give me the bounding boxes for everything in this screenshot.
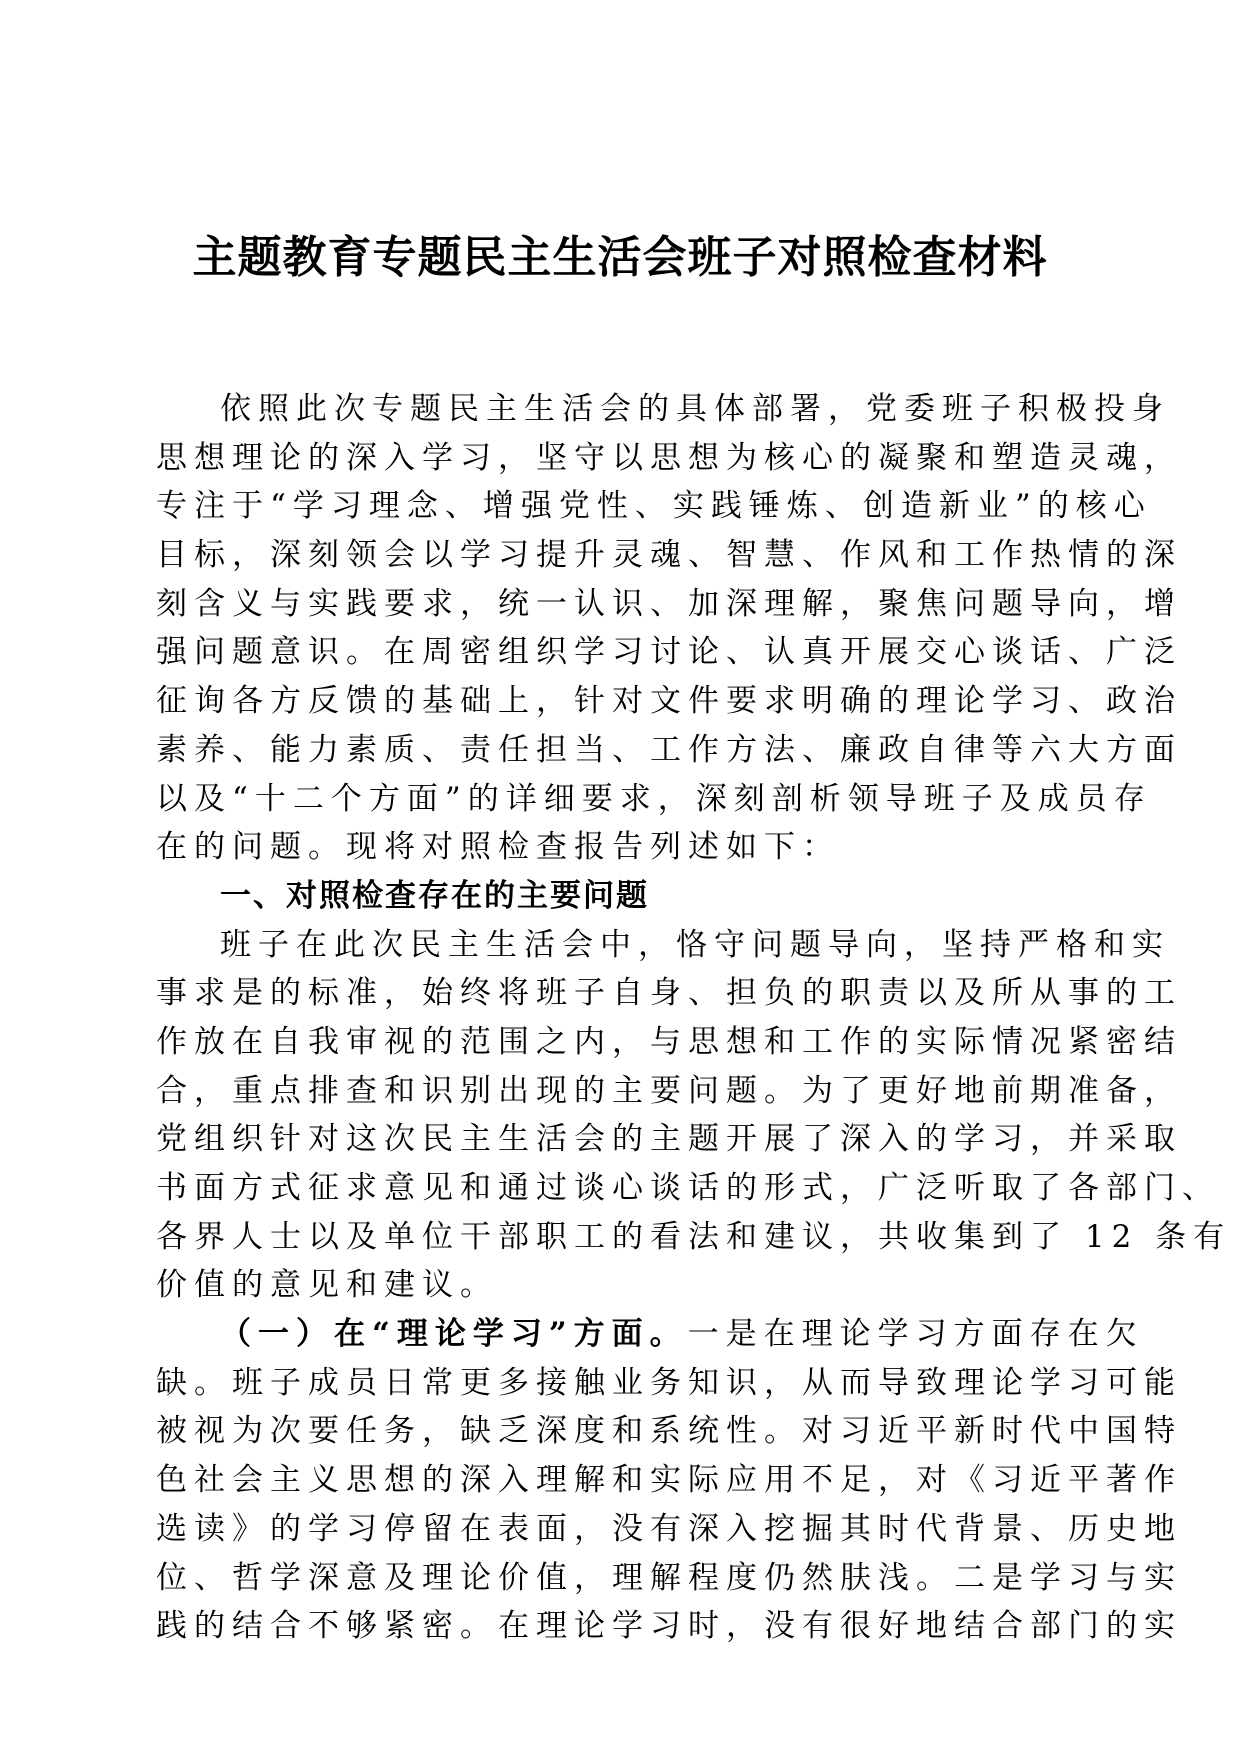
paragraph-line: 事求是的标准，始终将班子自身、担负的职责以及所从事的工 [156,975,1182,1012]
paragraph-line: 目标，深刻领会以学习提升灵魂、智慧、作风和工作热情的深 [156,537,1182,574]
paragraph-line: 素养、能力素质、责任担当、工作方法、廉政自律等六大方面 [156,731,1182,768]
paragraph-line: 依照此次专题民主生活会的具体部署，党委班子积极投身 [220,391,1170,427]
paragraph-line: 践的结合不够紧密。在理论学习时，没有很好地结合部门的实 [156,1608,1182,1645]
paragraph-line: 位、哲学深意及理论价值，理解程度仍然肤浅。二是学习与实 [156,1559,1182,1596]
paragraph-line: 色社会主义思想的深入理解和实际应用不足，对《习近平著作 [156,1462,1182,1499]
paragraph-line: 作放在自我审视的范围之内，与思想和工作的实际情况紧密结 [156,1023,1182,1060]
paragraph-line: 党组织针对这次民主生活会的主题开展了深入的学习，并采取 [156,1121,1182,1158]
paragraph-line: 班子在此次民主生活会中，恪守问题导向，坚持严格和实 [220,926,1170,963]
subsection-first-line [156,1310,1144,1359]
paragraph-line: 合，重点排查和识别出现的主要问题。为了更好地前期准备， [156,1072,1182,1109]
paragraph-line: 在的问题。现将对照检查报告列述如下： [156,829,840,866]
paragraph-line: 书面方式征求意见和通过谈心谈话的形式，广泛听取了各部门、 [156,1170,1220,1206]
document-body [156,385,1232,1651]
paragraph-line: 选读》的学习停留在表面，没有深入挖掘其时代背景、历史地 [156,1510,1182,1547]
paragraph-line: 缺。班子成员日常更多接触业务知识，从而导致理论学习可能 [156,1364,1182,1401]
paragraph-line: 价值的意见和建议。 [156,1267,498,1304]
paragraph-line: 刻含义与实践要求，统一认识、加深理解，聚焦问题导向，增 [156,585,1182,622]
document-title: 主题教育专题民主生活会班子对照检查材料 [192,232,1048,283]
paragraph-line: 被视为次要任务，缺乏深度和系统性。对习近平新时代中国特 [156,1413,1182,1450]
subsection-heading: （一）在“理论学习”方面。 [220,1316,688,1353]
paragraph-line: 各界人士以及单位干部职工的看法和建议，共收集到了 12 条有 [156,1218,1232,1255]
subsection-text: 一是在理论学习方面存在欠 [687,1316,1144,1353]
paragraph-line: 以及“十二个方面”的详细要求，深刻剖析领导班子及成员存 [156,780,1152,817]
section-heading: 一、对照检查存在的主要问题 [220,877,649,914]
paragraph-line: 思想理论的深入学习，坚守以思想为核心的凝聚和塑造灵魂， [156,439,1182,476]
paragraph-line: 强问题意识。在周密组织学习讨论、认真开展交心谈话、广泛 [156,634,1182,671]
paragraph-line: 征询各方反馈的基础上，针对文件要求明确的理论学习、政治 [156,683,1182,720]
paragraph-line: 专注于“学习理念、增强党性、实践锤炼、创造新业”的核心 [156,488,1152,525]
